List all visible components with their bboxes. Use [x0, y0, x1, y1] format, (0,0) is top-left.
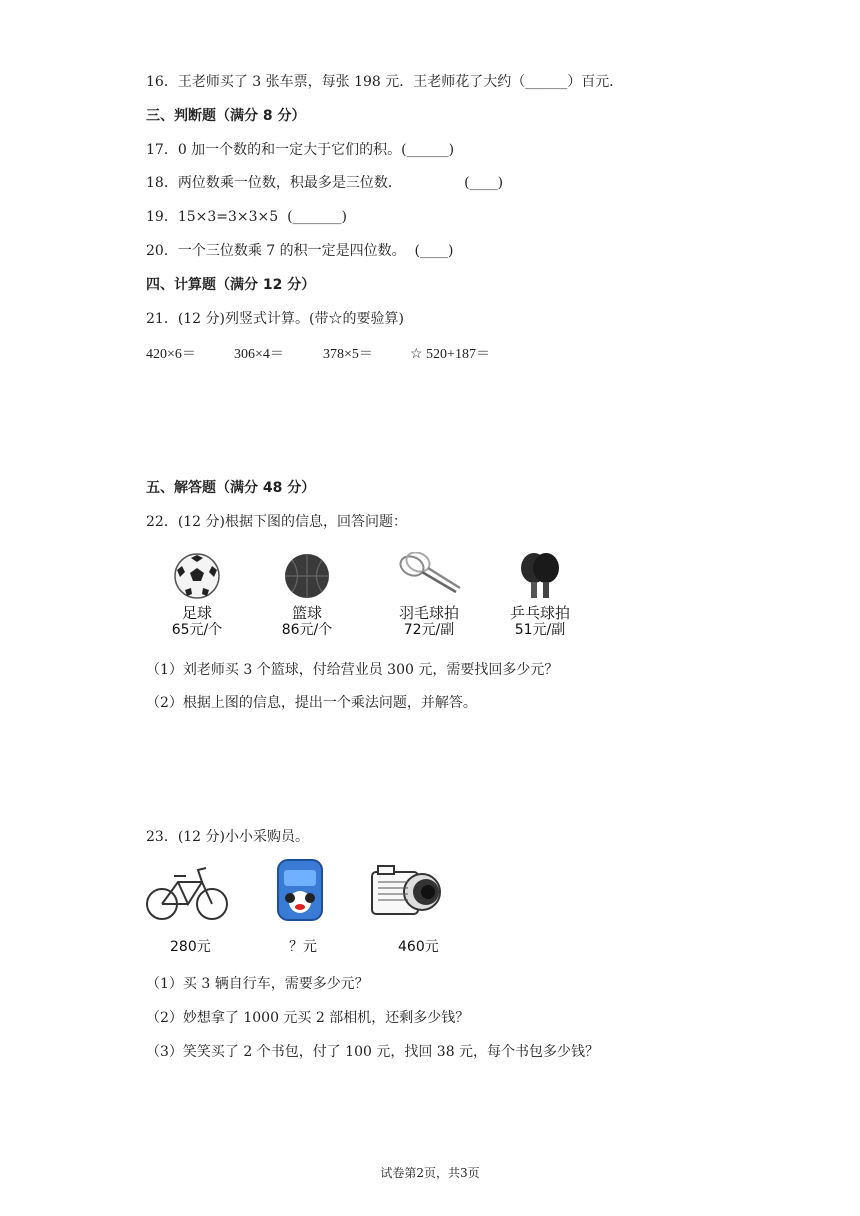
- question-19: 19．15×3=3×3×5 (_______): [146, 209, 348, 225]
- item-basketball: [272, 552, 342, 639]
- question-22-part-1: （1）刘老师买 3 个篮球，付给营业员 300 元，需要找回多少元？: [146, 662, 559, 678]
- question-23-part-1: （1）买 3 辆自行车，需要多少元？: [146, 976, 369, 992]
- section-5-heading: 五、解答题（满分 48 分）: [146, 480, 316, 496]
- item-price: 86元/个: [281, 622, 333, 638]
- bicycle-icon: [144, 858, 230, 924]
- item-name: 足球: [181, 604, 212, 622]
- question-22: 22．(12 分)根据下图的信息，回答问题：: [146, 514, 408, 530]
- item-price: 65元/个: [171, 622, 223, 638]
- calc-item-2: 306×4＝: [234, 347, 284, 362]
- calc-item-4: ☆ 520+187＝: [410, 347, 490, 362]
- calc-item-3: 378×5＝: [323, 347, 373, 362]
- question-23-part-2: （2）妙想拿了 1000 元买 2 部相机，还剩多少钱？: [146, 1010, 470, 1026]
- section-4-heading: 四、计算题（满分 12 分）: [146, 277, 316, 293]
- question-21: 21．(12 分)列竖式计算。(带☆的要验算): [146, 311, 404, 327]
- page-footer: 试卷第2页，共3页: [380, 1166, 480, 1180]
- question-17: 17．0 加一个数的和一定大于它们的积。(______): [146, 142, 455, 158]
- item-price: 72元/副: [403, 622, 455, 638]
- badminton-racket-icon: [394, 552, 464, 600]
- bicycle-price: 280元: [170, 939, 211, 955]
- item-price: 51元/副: [514, 622, 566, 638]
- question-18: 18．两位数乘一位数，积最多是三位数． (____): [146, 175, 504, 191]
- question-20: 20．一个三位数乘 7 的积一定是四位数。 (____): [146, 243, 454, 259]
- item-soccer: [162, 552, 232, 639]
- soccer-ball-icon: [173, 552, 221, 600]
- camera-price: 460元: [398, 939, 439, 955]
- question-23-part-3: （3）笑笑买了 2 个书包，付了 100 元，找回 38 元，每个书包多少钱？: [146, 1044, 600, 1060]
- backpack-icon: [272, 852, 328, 924]
- item-pingpong: [502, 552, 578, 639]
- item-name: 羽毛球拍: [398, 604, 459, 622]
- basketball-icon: [283, 552, 331, 600]
- item-name: 乒乓球拍: [509, 604, 570, 622]
- ping-pong-paddle-icon: [514, 552, 566, 600]
- camera-icon: [368, 862, 444, 920]
- calc-item-1: 420×6＝: [146, 347, 196, 362]
- question-22-part-2: （2）根据上图的信息，提出一个乘法问题，并解答。: [146, 695, 477, 711]
- question-16: 16．王老师买了 3 张车票，每张 198 元．王老师花了大约（______）百元．: [146, 74, 624, 90]
- section-3-heading: 三、判断题（满分 8 分）: [146, 108, 306, 124]
- item-name: 篮球: [291, 604, 322, 622]
- backpack-price: ？元: [289, 939, 317, 955]
- item-badminton: [386, 552, 472, 639]
- question-23: 23．(12 分)小小采购员。: [146, 829, 310, 845]
